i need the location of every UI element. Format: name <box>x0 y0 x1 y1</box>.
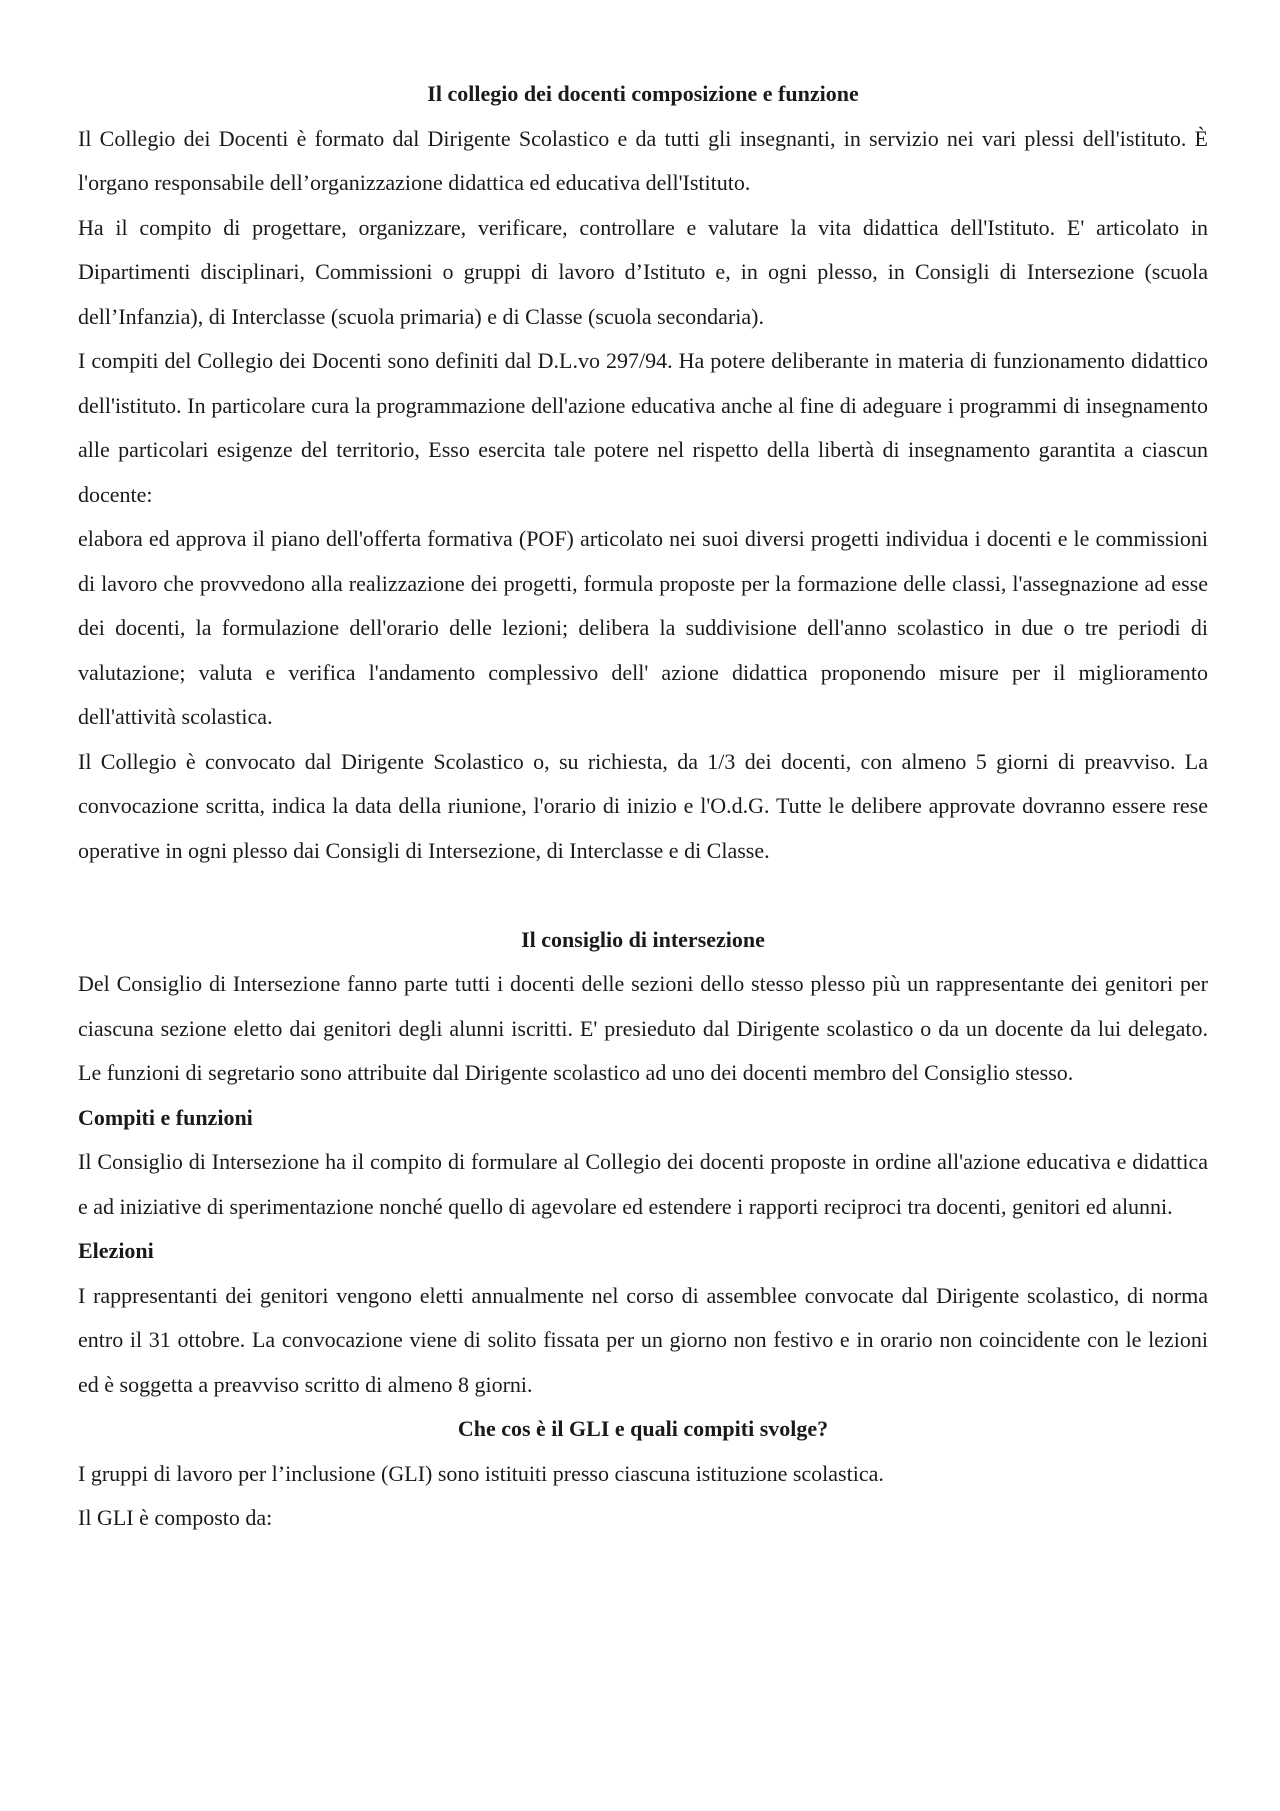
collegio-title: Il collegio dei docenti composizione e funzione <box>427 81 859 106</box>
section-spacer <box>78 873 1208 918</box>
collegio-paragraph-2: Ha il compito di progettare, organizzare, verificare, controllare e valutare la vita didattica dell'Istituto. E' articolato in Dipartimenti disciplinari, Commissioni o gruppi di lavoro d’Istituto e, in ogni plesso, in Consigli di Intersezione (scuola dell’Infanzia), di Interclasse (scuola primaria) e di Classe (scuola secondaria). <box>78 214 1208 329</box>
collegio-paragraph-5: Il Collegio è convocato dal Dirigente Scolastico o, su richiesta, da 1/3 dei docenti, con almeno 5 giorni di preavviso. La convocazione scritta, indica la data della riunione, l'orario di inizio e l'O.d.G. Tutte le delibere approvate dovranno essere rese operative in ogni plesso dai Consigli di Intersezione, di Interclasse e di Classe. <box>78 748 1208 863</box>
compiti-paragraph: Il Consiglio di Intersezione ha il compito di formulare al Collegio dei docenti proposte in ordine all'azione educativa e didattica e ad iniziative di sperimentazione nonché quello di agevolare ed estendere i rapporti reciproci tra docenti, genitori ed alunni. <box>78 1149 1208 1219</box>
document-page <box>78 72 1208 1541</box>
intersezione-title: Il consiglio di intersezione <box>521 926 765 952</box>
collegio-paragraph-4: elabora ed approva il piano dell'offerta formativa (POF) articolato nei suoi diversi progetti individua i docenti e le commissioni di lavoro che provvedono alla realizzazione dei progetti, formula proposte per la formazione delle classi, l'assegnazione ad esse dei docenti, la formulazione dell'orario delle lezioni; delibera la suddivisione dell'anno scolastico in due o tre periodi di valutazione; valuta e verifica l'andamento complessivo dell' azione didattica proponendo misure per il miglioramento dell'attività scolastica. <box>78 526 1208 729</box>
compiti-heading: Compiti e funzioni <box>78 1104 253 1130</box>
gli-paragraph-2: Il GLI è composto da: <box>78 1505 273 1530</box>
collegio-paragraph-3: I compiti del Collegio dei Docenti sono definiti dal D.L.vo 297/94. Ha potere deliberante in materia di funzionamento didattico dell'istituto. In particolare cura la programmazione dell'azione educativa anche al fine di adeguare i programmi di insegnamento alle particolari esigenze del territorio, Esso esercita tale potere nel rispetto della libertà di insegnamento garantita a ciascun docente: <box>78 348 1208 507</box>
intersezione-paragraph-1: Del Consiglio di Intersezione fanno parte tutti i docenti delle sezioni dello stesso plesso più un rappresentante dei genitori per ciascuna sezione eletto dai genitori degli alunni iscritti. E' presieduto dal Dirigente scolastico o da un docente da lui delegato. Le funzioni di segretario sono attribuite dal Dirigente scolastico ad uno dei docenti membro del Consiglio stesso. <box>78 971 1208 1085</box>
elezioni-paragraph: I rappresentanti dei genitori vengono eletti annualmente nel corso di assemblee convocate dal Dirigente scolastico, di norma entro il 31 ottobre. La convocazione viene di solito fissata per un giorno non festivo e in orario non coincidente con le lezioni ed è soggetta a preavviso scritto di almeno 8 giorni. <box>78 1282 1208 1397</box>
gli-paragraph-1: I gruppi di lavoro per l’inclusione (GLI) sono istituiti presso ciascuna istituzione scolastica. <box>78 1460 884 1486</box>
collegio-paragraph-1: Il Collegio dei Docenti è formato dal Dirigente Scolastico e da tutti gli insegnanti, in servizio nei vari plessi dell'istituto. È l'organo responsabile dell’organizzazione didattica ed educativa dell'Istituto. <box>78 125 1208 195</box>
gli-title: Che cos è il GLI e quali compiti svolge? <box>457 1416 829 1441</box>
elezioni-heading: Elezioni <box>78 1238 154 1263</box>
